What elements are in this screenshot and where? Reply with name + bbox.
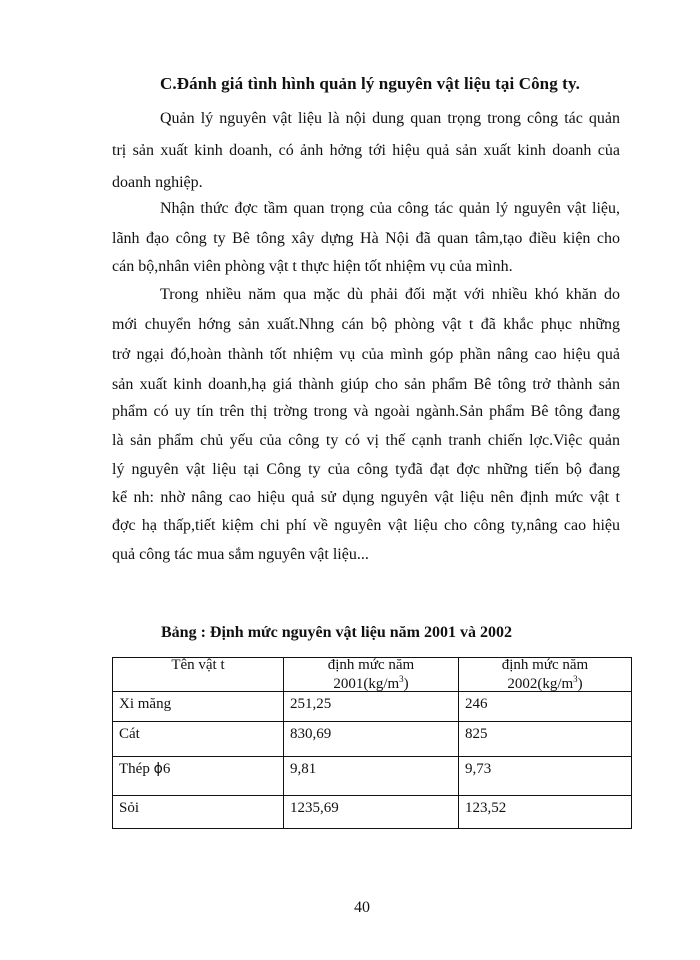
diameter-value: 6 [162, 761, 171, 777]
table-row [113, 796, 632, 829]
header-2002-line-1: định mức năm [501, 657, 589, 673]
section-heading: C.Đánh giá tình hình quản lý nguyên vật liệu tại Công ty. [160, 74, 580, 93]
cell-norm-2001: 9,81 [284, 757, 459, 796]
cell-norm-2002: 123,52 [459, 796, 632, 829]
cell-material: Xi măng [113, 692, 284, 722]
cell-norm-2001: 251,25 [284, 692, 459, 722]
cell-norm-2002: 246 [459, 692, 632, 722]
paragraph-3-line-8: kể nh: nhờ nâng cao hiệu quả sử dụng nguyên vật liệu nên định mức vật t [112, 489, 620, 506]
table-row [113, 722, 632, 757]
paragraph-2-line-2: lãnh đạo công ty Bê tông xây dựng Hà Nội đã quan tâm,tạo điều kiện cho [112, 230, 620, 247]
material-norms-table [112, 657, 632, 829]
header-2002-line-2 [459, 672, 631, 691]
header-2001-close: ) [403, 676, 409, 692]
paragraph-1-line-1: Quản lý nguyên vật liệu là nội dung quan trọng trong công tác quản [160, 110, 620, 127]
paragraph-3-line-10: quả công tác mua sắm nguyên vật liệu... [112, 546, 369, 563]
paragraph-3-line-3: trở ngại đó,hoàn thành tốt nhiệm vụ của mình góp phần nâng cao hiệu quả [112, 346, 620, 363]
table-caption: Bảng : Định mức nguyên vật liệu năm 2001 và 2002 [161, 624, 512, 641]
header-2002-exponent: 3 [573, 674, 578, 684]
paragraph-1-line-3: doanh nghiệp. [112, 174, 203, 191]
cell-material: Sỏi [113, 796, 284, 829]
paragraph-3-line-7: lý nguyên vật liệu tại Công ty của công tyđã đạt đợc những tiến bộ đang [112, 461, 620, 478]
cell-norm-2001: 1235,69 [284, 796, 459, 829]
page-number: 40 [354, 899, 370, 916]
table-row [113, 692, 632, 722]
paragraph-3-line-5: phẩm có uy tín trên thị trờng trong và ngoài ngành.Sản phẩm Bê tông đang [112, 403, 620, 420]
paragraph-3-line-1: Trong nhiều năm qua mặc dù phải đối mặt với nhiều khó khăn do [160, 286, 620, 303]
paragraph-2-line-1: Nhận thức đợc tầm quan trọng của công tác quản lý nguyên vật liệu, [160, 200, 620, 217]
header-norm-2001 [284, 658, 459, 692]
paragraph-1-line-2: trị sản xuất kinh doanh, có ảnh hởng tới hiệu quả sản xuất kinh doanh của [112, 142, 620, 159]
cell-material: Cát [113, 722, 284, 757]
header-2001-line-1: định mức năm [327, 657, 415, 673]
header-material [113, 658, 284, 692]
header-2001-exponent: 3 [399, 674, 404, 684]
paragraph-2-line-3: cán bộ,nhân viên phòng vật t thực hiện tốt nhiệm vụ của mình. [112, 258, 513, 275]
paragraph-3-line-6: là sản phẩm chủ yếu của công ty có vị thế cạnh tranh chiến lợc.Việc quản [112, 432, 620, 449]
diameter-symbol: ϕ [153, 761, 163, 777]
header-2002-unit: 2002(kg/m [507, 676, 574, 692]
material-name: Thép [119, 761, 150, 777]
header-2002-close: ) [577, 676, 583, 692]
header-material-label: Tên vật t [171, 657, 225, 673]
header-2001-unit: 2001(kg/m [333, 676, 400, 692]
paragraph-3-line-2: mới chuyển hớng sản xuất.Nhng cán bộ phòng vật t đã khắc phục những [112, 316, 620, 333]
cell-norm-2001: 830,69 [284, 722, 459, 757]
header-norm-2002 [459, 658, 632, 692]
table-header-row [113, 658, 632, 692]
table-row [113, 757, 632, 796]
cell-norm-2002: 825 [459, 722, 632, 757]
cell-material [113, 757, 284, 796]
paragraph-3-line-9: đợc hạ thấp,tiết kiệm chi phí về nguyên vật liệu cho công ty,nâng cao hiệu [112, 517, 620, 534]
cell-norm-2002: 9,73 [459, 757, 632, 796]
paragraph-3-line-4: sản xuất kinh doanh,hạ giá thành giúp cho sản phẩm Bê tông trở thành sản [112, 376, 620, 393]
header-2001-line-2 [284, 672, 458, 691]
